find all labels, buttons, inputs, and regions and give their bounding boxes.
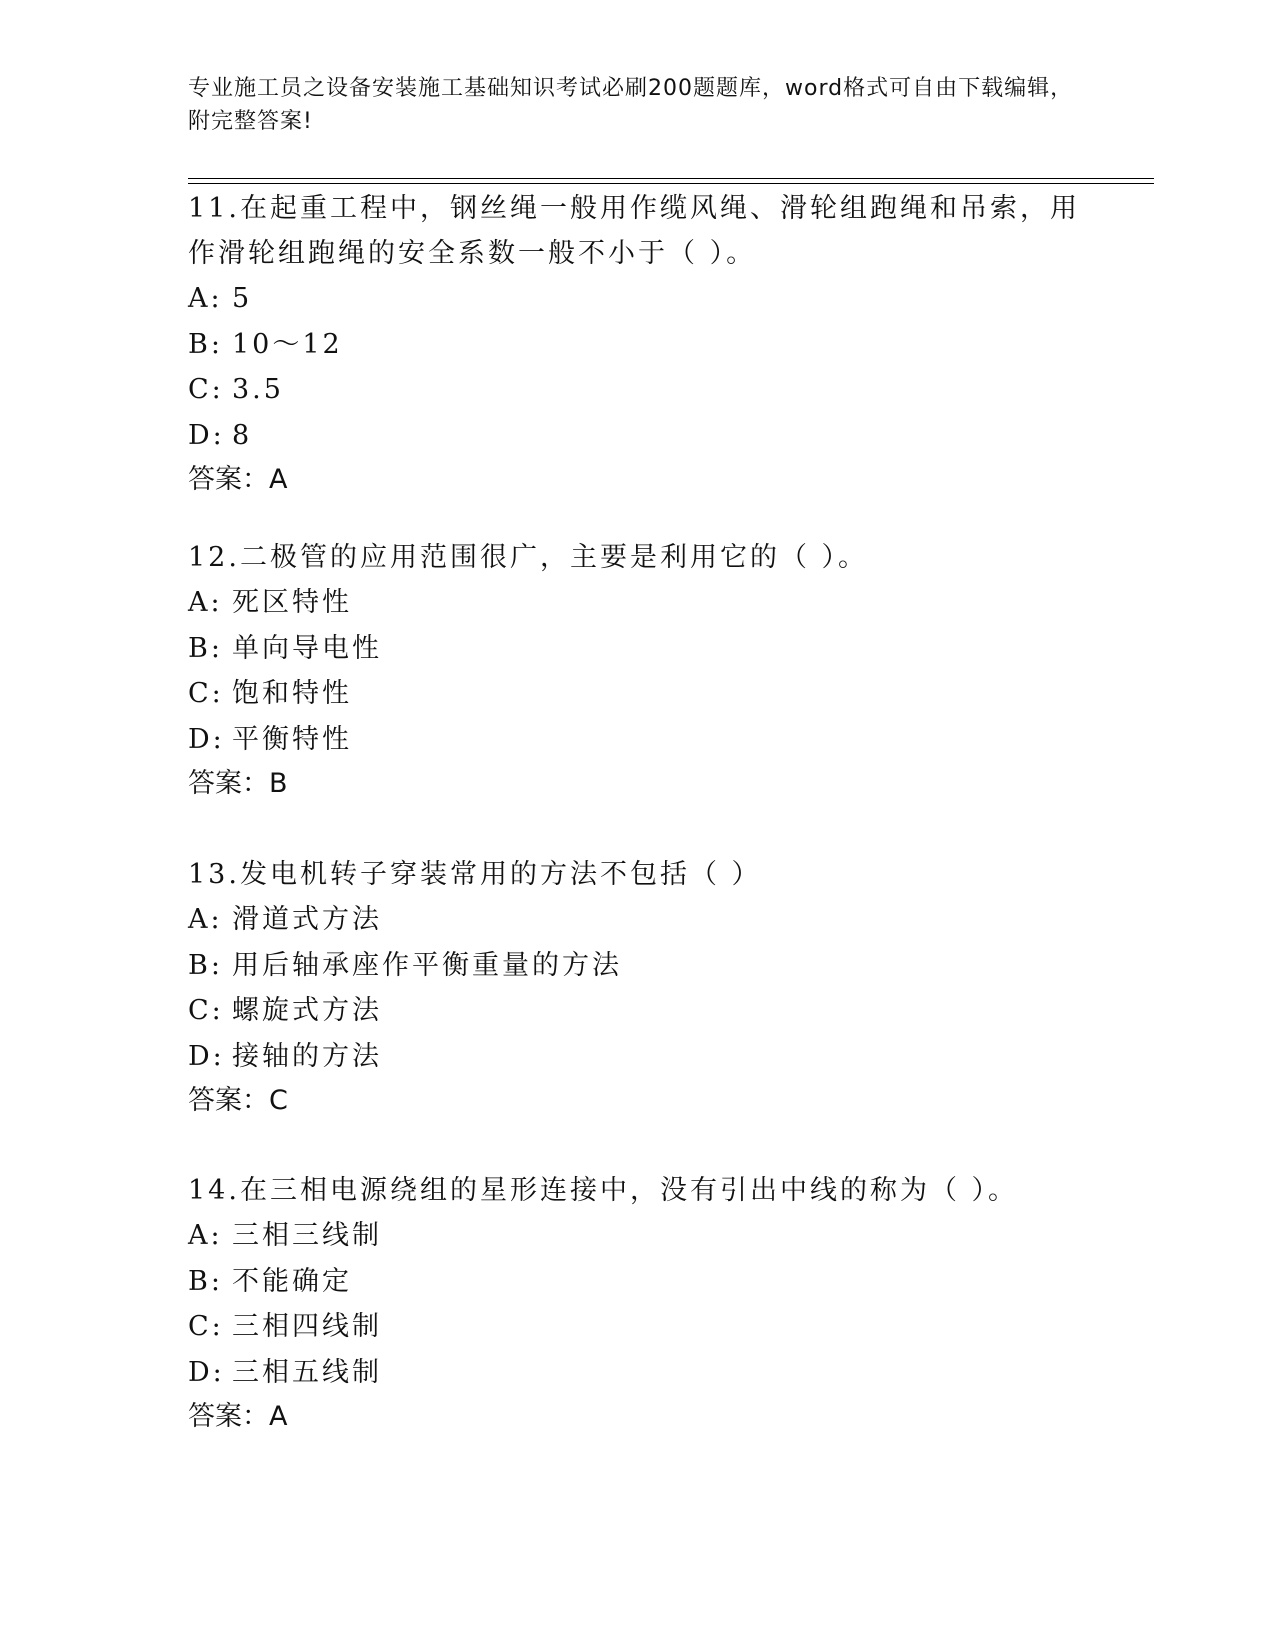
option-b xyxy=(188,626,1088,672)
option-letter: B: xyxy=(188,632,223,664)
option-letter: D: xyxy=(188,723,225,755)
answer: 答案：A xyxy=(188,464,288,495)
option-a xyxy=(188,580,1088,626)
question-number: 11. xyxy=(188,193,240,224)
option-text: 平衡特性 xyxy=(232,723,352,755)
option-letter: D: xyxy=(188,1040,225,1072)
answer: 答案：A xyxy=(188,1401,288,1432)
question-stem: 在三相电源绕组的星形连接中，没有引出中线的称为（ ）。 xyxy=(239,1175,1019,1206)
option-c xyxy=(188,1304,1088,1350)
option-text: 8 xyxy=(232,419,253,451)
option-letter: D: xyxy=(188,419,225,451)
option-text: 三相四线制 xyxy=(232,1311,382,1342)
question-stem: 发电机转子穿装常用的方法不包括（ ） xyxy=(239,859,762,890)
option-d xyxy=(188,1350,1088,1396)
option-d xyxy=(188,1034,1088,1080)
option-text: 10～12 xyxy=(232,328,343,360)
option-text: 不能确定 xyxy=(232,1265,352,1297)
option-letter: D: xyxy=(188,1356,225,1388)
option-letter: A: xyxy=(188,587,223,618)
option-letter: B: xyxy=(188,328,223,360)
option-letter: C: xyxy=(188,995,224,1026)
question-14 xyxy=(188,1168,1088,1439)
document-header: 专业施工员之设备安装施工基础知识考试必刷200题题库，word格式可自由下载编辑，附完整答案! xyxy=(188,76,1074,134)
option-c xyxy=(188,988,1088,1034)
option-letter: B: xyxy=(188,1265,223,1297)
option-d xyxy=(188,413,1088,459)
option-text: 饱和特性 xyxy=(232,678,352,709)
question-number: 12. xyxy=(188,542,240,573)
question-stem: 在起重工程中，钢丝绳一般用作缆风绳、滑轮组跑绳和吊索，用作滑轮组跑绳的安全系数一般不小于（ ）。 xyxy=(188,193,1080,269)
question-stem: 二极管的应用范围很广，主要是利用它的（ ）。 xyxy=(239,542,869,573)
option-text: 接轴的方法 xyxy=(232,1040,382,1072)
question-11 xyxy=(188,186,1088,502)
option-a xyxy=(188,897,1088,943)
option-a xyxy=(188,276,1088,322)
option-text: 用后轴承座作平衡重量的方法 xyxy=(232,949,622,981)
option-b xyxy=(188,322,1088,368)
option-a xyxy=(188,1213,1088,1259)
option-text: 螺旋式方法 xyxy=(232,995,382,1026)
question-text xyxy=(188,852,1088,897)
option-b xyxy=(188,943,1088,989)
option-letter: A: xyxy=(188,1220,223,1251)
option-b xyxy=(188,1259,1088,1305)
question-13 xyxy=(188,852,1088,1123)
option-c xyxy=(188,367,1088,413)
option-text: 单向导电性 xyxy=(232,632,382,664)
header-divider-bottom xyxy=(188,183,1154,184)
option-d xyxy=(188,717,1088,763)
question-text xyxy=(188,1168,1088,1213)
option-letter: C: xyxy=(188,1311,224,1342)
option-text: 死区特性 xyxy=(232,587,352,618)
option-letter: A: xyxy=(188,904,223,935)
answer: 答案：C xyxy=(188,1085,288,1116)
option-text: 滑道式方法 xyxy=(232,904,382,935)
option-letter: C: xyxy=(188,374,224,405)
option-text: 三相五线制 xyxy=(232,1356,382,1388)
option-letter: C: xyxy=(188,678,224,709)
option-letter: B: xyxy=(188,949,223,981)
option-text: 5 xyxy=(232,283,253,314)
question-number: 13. xyxy=(188,859,240,890)
question-12 xyxy=(188,535,1088,806)
question-text xyxy=(188,186,1088,276)
question-text xyxy=(188,535,1088,580)
option-text: 3.5 xyxy=(232,374,284,405)
question-number: 14. xyxy=(188,1175,240,1206)
option-text: 三相三线制 xyxy=(232,1220,382,1251)
header-divider-top xyxy=(188,178,1154,179)
option-c xyxy=(188,671,1088,717)
answer: 答案：B xyxy=(188,768,288,799)
option-letter: A: xyxy=(188,283,223,314)
